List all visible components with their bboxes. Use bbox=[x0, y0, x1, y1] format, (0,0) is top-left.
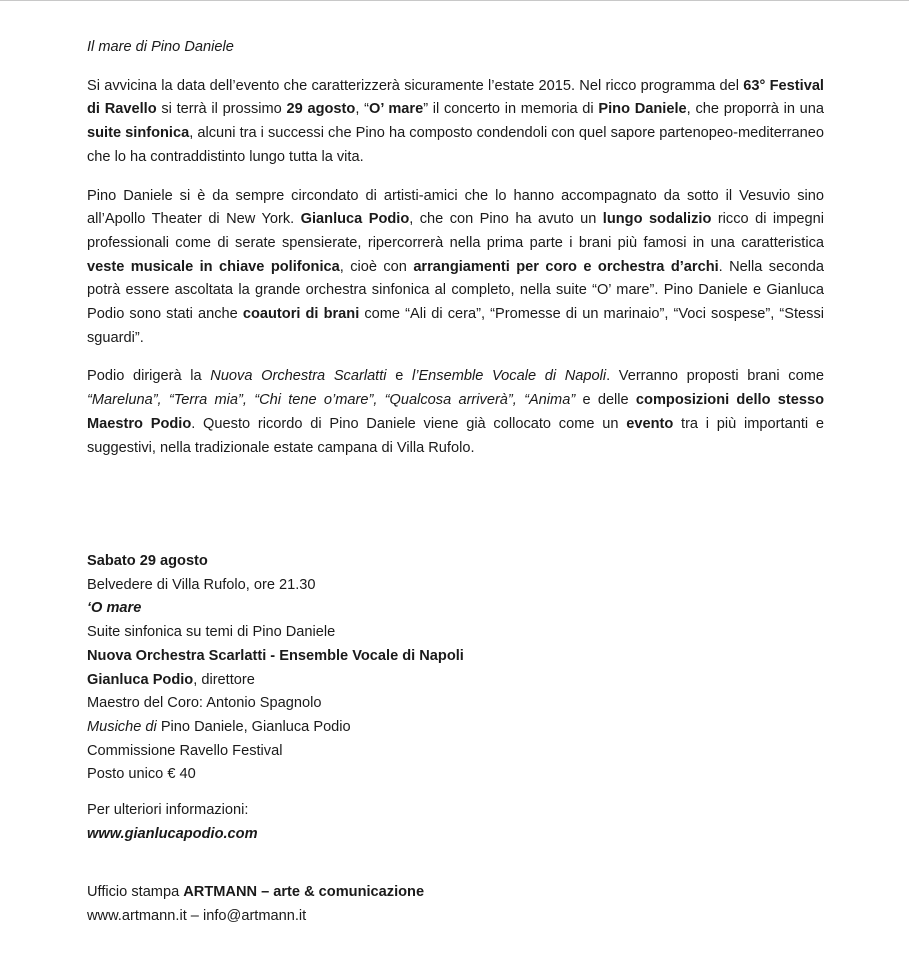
event-date: Sabato 29 agosto bbox=[87, 553, 208, 569]
text-run: veste musicale in chiave polifonica bbox=[87, 258, 340, 275]
text-run: composizioni dello stesso Maestro Podio bbox=[87, 392, 824, 432]
article-paragraph bbox=[87, 185, 824, 351]
text-run: , che proporrà in una bbox=[686, 101, 825, 118]
event-ensembles: Nuova Orchestra Scarlatti - Ensemble Vocale di Napoli bbox=[87, 647, 464, 664]
text-run: 63° Festival di Ravello bbox=[87, 77, 824, 118]
text-run: . Verranno proposti brani come bbox=[606, 368, 824, 385]
text-run: , alcuni tra i successi che Pino ha composto condendoli con quel sapore partenopeo-mediterraneo che lo ha contraddistinto lungo tutta la vita. bbox=[87, 125, 824, 165]
text-run: Pino Daniele si è da sempre circondato di artisti-amici che lo hanno accompagnato da sotto il Vesuvio sino all’Apollo Theater di New York. bbox=[87, 187, 824, 228]
event-price: Posto unico € 40 bbox=[87, 766, 196, 783]
text-run: e bbox=[386, 368, 412, 385]
event-venue: Belvedere di Villa Rufolo, ore 21.30 bbox=[87, 576, 316, 593]
press-contacts[interactable]: www.artmann.it – info@artmann.it bbox=[87, 908, 307, 925]
event-details bbox=[87, 550, 824, 929]
text-run: Podio dirigerà la bbox=[87, 368, 211, 385]
article-body bbox=[87, 36, 824, 475]
event-conductor: Gianluca Podio, direttore bbox=[87, 671, 255, 688]
text-run: O’ mare bbox=[368, 101, 424, 118]
text-run: ricco di impegni professionali come di serate spensierate, ripercorrerà nella prima parte i brani più famosi in una caratteristica bbox=[87, 211, 824, 251]
info-website-link[interactable]: www.gianlucapodio.com bbox=[87, 825, 258, 842]
text-run: Pino Daniele bbox=[598, 101, 687, 118]
text-run: tra i più importanti e suggestivi, nella tradizionale estate campana di Villa Rufolo. bbox=[87, 415, 824, 456]
text-run: arrangiamenti per coro e orchestra d’archi bbox=[413, 258, 719, 275]
text-run: , “ bbox=[355, 101, 369, 118]
event-commission: Commissione Ravello Festival bbox=[87, 742, 283, 759]
text-run: , cioè con bbox=[339, 258, 414, 275]
text-run: ” il concerto in memoria di bbox=[423, 101, 599, 118]
text-run: coautori di brani bbox=[242, 306, 360, 323]
text-run: Gianluca Podio bbox=[300, 211, 410, 228]
text-run: come “Ali di cera”, “Promesse di un marinaio”, “Voci sospese”, “Stessi sguardi”. bbox=[87, 306, 825, 346]
text-run: , che con Pino ha avuto un bbox=[409, 211, 603, 228]
event-subtitle: Suite sinfonica su temi di Pino Daniele bbox=[87, 624, 336, 641]
text-run: lungo sodalizio bbox=[602, 211, 712, 228]
event-music: Musiche di Pino Daniele, Gianluca Podio bbox=[87, 718, 351, 735]
top-border bbox=[0, 0, 909, 1]
text-run: “Mareluna”, “Terra mia”, “Chi tene o’mare”, “Qualcosa arriverà”, “Anima” bbox=[87, 392, 576, 409]
article-paragraphs bbox=[87, 75, 824, 461]
text-run: 29 agosto bbox=[286, 101, 356, 118]
text-run: suite sinfonica bbox=[87, 125, 190, 142]
text-run: . Nella seconda potrà essere ascoltata la grande orchestra sinfonica al completo, nella suite “O’ mare”. Pino Daniele e Gianluca Podio sono stati anche bbox=[87, 258, 824, 323]
text-run: l’Ensemble Vocale di Napoli bbox=[411, 368, 607, 385]
article-paragraph bbox=[87, 75, 824, 170]
article-title: Il mare di Pino Daniele bbox=[87, 39, 234, 55]
text-run: Si avvicina la data dell’evento che caratterizzerà sicuramente l’estate 2015. Nel ricco programma del bbox=[87, 77, 744, 94]
text-run: evento bbox=[626, 415, 674, 432]
event-show-title: ‘O mare bbox=[87, 600, 142, 617]
article-paragraph bbox=[87, 365, 824, 460]
text-run: si terrà il prossimo bbox=[156, 101, 287, 118]
text-run: e delle bbox=[575, 392, 636, 409]
event-choir-master: Maestro del Coro: Antonio Spagnolo bbox=[87, 695, 322, 712]
info-label: Per ulteriori informazioni: bbox=[87, 802, 249, 819]
text-run: . Questo ricordo di Pino Daniele viene già collocato come un bbox=[191, 415, 627, 432]
press-office: Ufficio stampa ARTMANN – arte & comunicazione bbox=[87, 884, 425, 901]
text-run: Nuova Orchestra Scarlatti bbox=[210, 368, 387, 385]
